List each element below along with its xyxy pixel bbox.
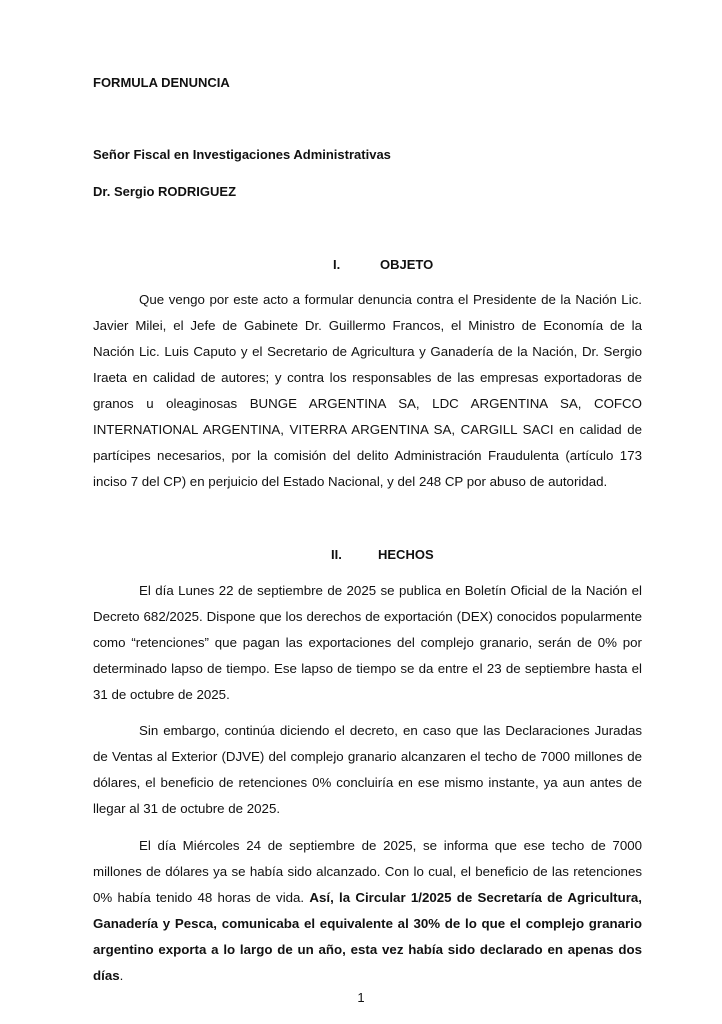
page-number: 1 [357, 990, 365, 1005]
hechos-paragraph-3-emphasis: Así, la Circular 1/2025 de Secretaría de Agricultura, Ganadería y Pesca, comunicaba el equivalente al 30% de lo que el complejo granario argentino exporta a lo largo de un año, esta vez había sido declarado en apenas dos días [93, 890, 642, 983]
objeto-paragraph: Que vengo por este acto a formular denuncia contra el Presidente de la Nación Lic. Javier Milei, el Jefe de Gabinete Dr. Guillermo Francos, el Ministro de Economía de la Nación Lic. Luis Caputo y el Secretario de Agricultura y Ganadería de la Nación, Dr. Sergio Iraeta en calidad de autores; y contra los responsables de las empresas exportadoras de granos u oleaginosas BUNGE ARGENTINA SA, LDC ARGENTINA SA, COFCO INTERNATIONAL ARGENTINA, VITERRA ARGENTINA SA, CARGILL SACI en calidad de partícipes necesarios, por la comisión del delito Administración Fraudulenta (artículo 173 inciso 7 del CP) en perjuicio del Estado Nacional, y del 248 CP por abuso de autoridad. [93, 292, 642, 489]
section-1-number: I. [333, 257, 341, 272]
hechos-paragraph-1: El día Lunes 22 de septiembre de 2025 se publica en Boletín Oficial de la Nación el Decreto 682/2025. Dispone que los derechos de exportación (DEX) conocidos popularmente como “retenciones” que pagan las exportaciones del complejo granario, serán de 0% por determinado lapso de tiempo. Ese lapso de tiempo se da entre el 23 de septiembre hasta el 31 de octubre de 2025. [93, 583, 642, 702]
section-2-number: II. [331, 547, 342, 562]
hechos-paragraph-2: Sin embargo, continúa diciendo el decreto, en caso que las Declaraciones Juradas de Ventas al Exterior (DJVE) del complejo granario alcanzaren el techo de 7000 millones de dólares, el beneficio de retenciones 0% concluiría en ese mismo instante, ya aun antes de llegar al 31 de octubre de 2025. [93, 723, 642, 816]
hechos-paragraph-3-text: El día Miércoles 24 de septiembre de 2025, se informa que ese techo de 7000 millones de dólares ya se había sido alcanzado. Con lo cual, el beneficio de las retenciones 0% había tenido 48 horas de vida. [93, 838, 642, 905]
section-1-title: OBJETO [380, 257, 434, 272]
section-2-title: HECHOS [378, 547, 434, 562]
addressee-line-1: Señor Fiscal en Investigaciones Administrativas [93, 147, 391, 162]
addressee-line-2: Dr. Sergio RODRIGUEZ [93, 184, 237, 199]
document-heading: FORMULA DENUNCIA [93, 75, 230, 90]
hechos-paragraph-3 [93, 833, 642, 989]
hechos-paragraph-3-end: . [119, 968, 124, 983]
